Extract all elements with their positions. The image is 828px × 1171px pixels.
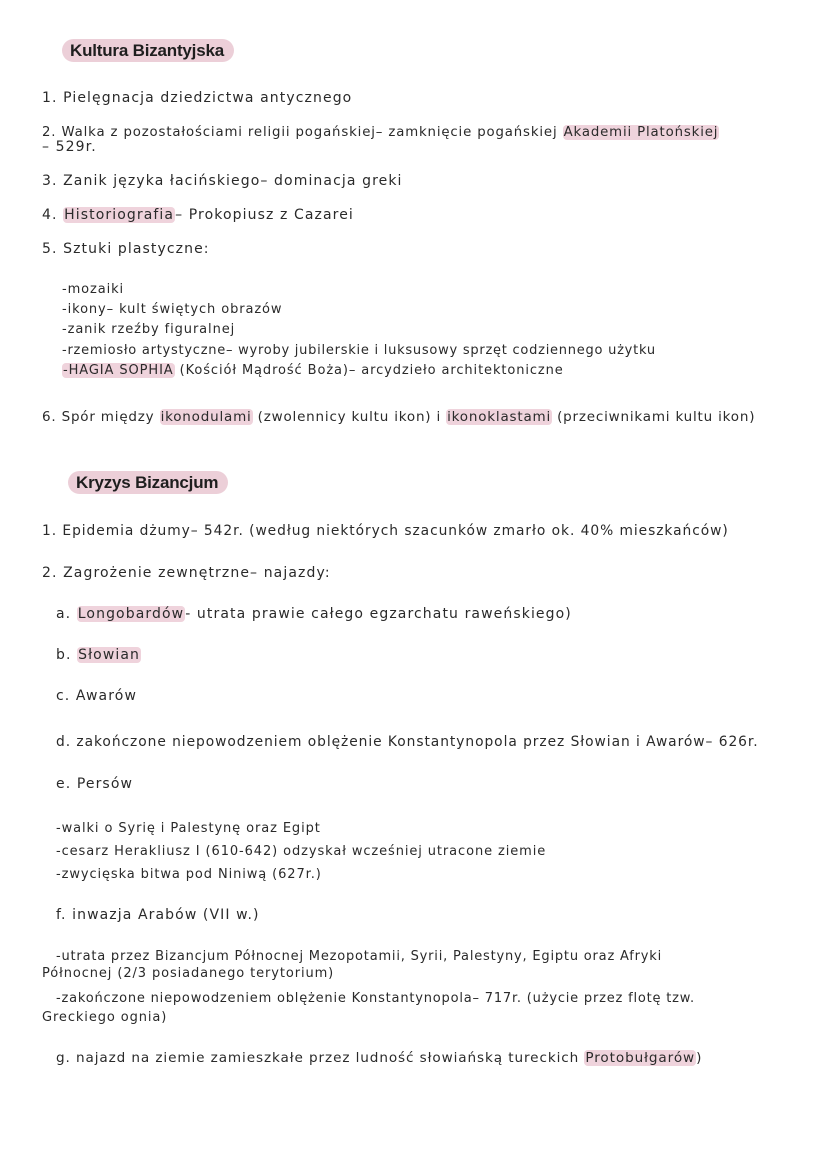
- highlight-ikonodulami: ikonodulami: [160, 409, 252, 425]
- invasion-c: c. Awarów: [56, 688, 138, 704]
- siege-717-line1: -zakończone niepowodzeniem oblężenie Konstantynopola– 717r. (użycie przez flotę tzw.: [56, 991, 695, 1006]
- persian-wars-item: -cesarz Herakliusz I (610-642) odzyskał wcześniej utracone ziemie: [56, 844, 547, 859]
- section-title-crisis: Kryzys Bizancjum: [68, 472, 228, 494]
- culture-item-1: 1. Pielęgnacja dziedzictwa antycznego: [42, 90, 353, 106]
- culture-item-5: 5. Sztuki plastyczne:: [42, 241, 210, 257]
- highlight-protobulgarow: Protobułgarów: [585, 1050, 696, 1066]
- invasion-f: f. inwazja Arabów (VII w.): [56, 907, 260, 923]
- culture-item-2: 2. Walka z pozostałościami religii pogańskiej– zamknięcie pogańskiej Akademii Platońskiej: [42, 125, 719, 140]
- invasion-g: g. najazd na ziemie zamieszkałe przez ludność słowiańską tureckich Protobułgarów): [56, 1050, 703, 1066]
- crisis-item-1: 1. Epidemia dżumy– 542r. (według niektórych szacunków zmarło ok. 40% mieszkańców): [42, 523, 729, 539]
- arts-item: -mozaiki: [62, 282, 125, 297]
- persian-wars-item: -zwycięska bitwa pod Niniwą (627r.): [56, 867, 322, 882]
- arts-item: -rzemiosło artystyczne– wyroby jubilerskie i luksusowy sprzęt codziennego użytku: [62, 343, 656, 358]
- highlight-longobardow: Longobardów: [77, 606, 185, 622]
- siege-717-line2: Greckiego ognia): [42, 1010, 168, 1025]
- invasion-d: d. zakończone niepowodzeniem oblężenie Konstantynopola przez Słowian i Awarów– 626r.: [56, 734, 759, 750]
- arts-item: -ikony– kult świętych obrazów: [62, 302, 283, 317]
- highlight-akademia: Akademii Platońskiej: [563, 125, 719, 140]
- highlight-hagia-sophia: -HAGIA SOPHIA: [63, 363, 174, 378]
- culture-item-2-continuation: – 529r.: [42, 139, 97, 155]
- arab-losses-line1: -utrata przez Bizancjum Północnej Mezopotamii, Syrii, Palestyny, Egiptu oraz Afryki: [56, 949, 662, 964]
- culture-item-3: 3. Zanik języka łacińskiego– dominacja greki: [42, 173, 403, 189]
- invasion-e: e. Persów: [56, 776, 134, 792]
- section-title-culture: Kultura Bizantyjska: [62, 40, 234, 62]
- arab-losses-line2: Północnej (2/3 posiadanego terytorium): [42, 966, 335, 981]
- highlight-ikonoklastami: ikonoklastami: [447, 409, 552, 425]
- arts-item-hagia-sophia: -HAGIA SOPHIA (Kościół Mądrość Boża)– arcydzieło architektoniczne: [63, 363, 564, 378]
- culture-item-6: 6. Spór między ikonodulami (zwolennicy kultu ikon) i ikonoklastami (przeciwnikami kultu ikon): [42, 409, 756, 425]
- culture-item-4: 4. Historiografia– Prokopiusz z Cazarei: [42, 207, 354, 223]
- crisis-item-2: 2. Zagrożenie zewnętrzne– najazdy:: [42, 565, 331, 581]
- invasion-b: b. Słowian: [56, 647, 141, 663]
- arts-item: -zanik rzeźby figuralnej: [62, 322, 236, 337]
- highlight-historiografia: Historiografia: [64, 207, 175, 223]
- persian-wars-item: -walki o Syrię i Palestynę oraz Egipt: [56, 821, 321, 836]
- highlight-slowian: Słowian: [78, 647, 141, 663]
- invasion-a: a. Longobardów- utrata prawie całego egzarchatu raweńskiego): [56, 606, 572, 622]
